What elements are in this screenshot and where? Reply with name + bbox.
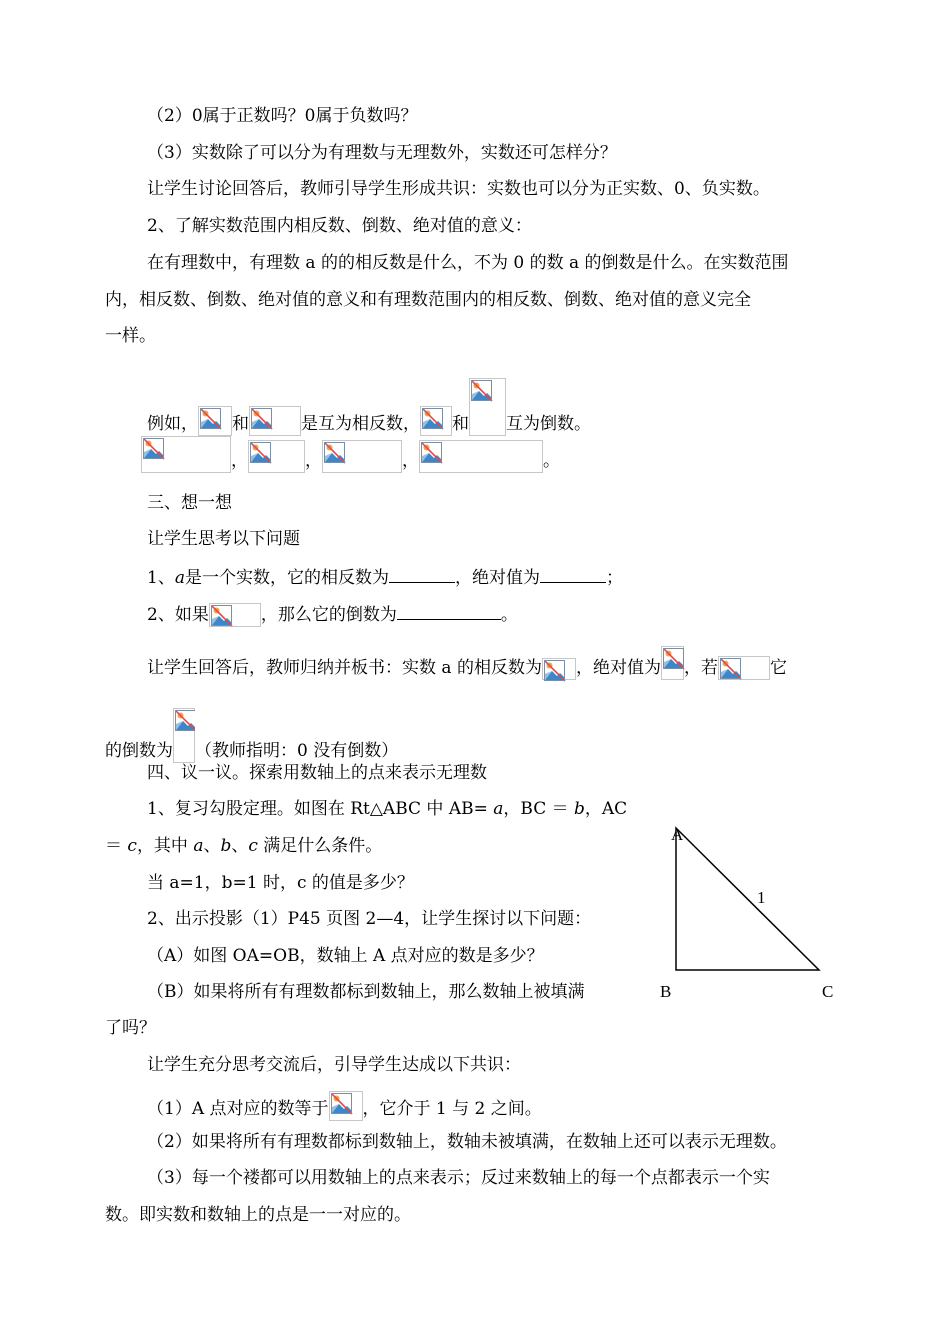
broken-image-icon <box>331 1093 353 1115</box>
separator-comma: ， <box>305 451 322 471</box>
p1-var-a2: a <box>193 836 204 856</box>
question-b-line-2: 了吗？ <box>105 1018 156 1038</box>
summary-line-2 <box>105 708 398 763</box>
formula-image <box>420 406 452 436</box>
consensus-positive-negative: 让学生讨论回答后，教师引导学生形成共识：实数也可以分为正实数、0、负实数。 <box>147 179 770 199</box>
example-and-2: 和 <box>452 414 469 434</box>
broken-image-icon <box>471 380 493 402</box>
p1-text-a: 1、复习勾股定理。如图在 Rt△ABC 中 AB= <box>147 799 494 819</box>
question-2: （2）0属于正数吗？0属于负数吗？ <box>147 106 418 126</box>
question-b-line-1: （B）如果将所有有理数都标到数轴上，那么数轴上被填满 <box>147 982 585 1002</box>
question-3: （3）实数除了可以分为有理数与无理数外，实数还可怎样分？ <box>147 143 617 163</box>
section-4-title: 四、议一议。探索用数轴上的点来表示无理数 <box>147 763 487 783</box>
pythagoras-line-2 <box>105 834 382 858</box>
broken-image-icon <box>544 660 566 682</box>
p1-var-c2: c <box>248 836 258 856</box>
broken-image-icon <box>211 605 233 627</box>
consensus-intro: 让学生充分思考交流后，引导学生达成以下共识： <box>147 1055 521 1075</box>
formula-image <box>419 440 543 473</box>
answer-blank <box>540 564 606 583</box>
formula-row <box>141 436 560 473</box>
summary-text-3: ，若 <box>683 658 718 678</box>
paragraph-line-1: 在有理数中，有理数 a 的的相反数是什么，不为 0 的数 a 的倒数是什么。在实数范围 <box>147 253 789 273</box>
example-line <box>147 378 591 436</box>
p1-var-a: a <box>493 799 504 819</box>
pythagoras-line-1 <box>147 797 627 821</box>
formula-image <box>141 436 231 473</box>
vertex-label-b: B <box>660 982 672 1001</box>
p1-var-b2: b <box>220 836 232 856</box>
p1-text-where: ，其中 <box>136 836 194 856</box>
broken-image-icon <box>324 442 346 464</box>
formula-image <box>718 656 770 680</box>
summary-text-5: 的倒数为 <box>105 741 173 761</box>
broken-image-icon <box>663 648 685 670</box>
q1-var-a: a <box>174 568 185 588</box>
when-question: 当 a=1，b=1 时，c 的值是多少？ <box>147 873 414 893</box>
q1-text-abs: ，绝对值为 <box>454 568 540 588</box>
q2-end: 。 <box>500 605 518 625</box>
answer-blank <box>389 564 455 583</box>
paragraph-line-3: 一样。 <box>105 326 156 346</box>
c1-text-a: （1）A 点对应的数等于 <box>147 1099 329 1119</box>
q2-text: ，那么它的倒数为 <box>260 605 397 625</box>
broken-image-icon <box>720 658 742 680</box>
p1-var-b: b <box>574 799 585 819</box>
consensus-3-line-2: 数。即实数和数轴上的点是一一对应的。 <box>105 1205 411 1225</box>
row-period: 。 <box>543 451 560 471</box>
triangle-shape <box>676 828 819 970</box>
consensus-3-line-1: （3）每一个褛都可以用数轴上的点来表示；反过来数轴上的每一个点都表示一个实 <box>147 1168 770 1188</box>
p1-eq: ＝ <box>105 836 128 856</box>
q2-prefix: 2、如果 <box>147 605 209 625</box>
example-text-2: 是互为相反数， <box>301 414 420 434</box>
paragraph-line-2: 内，相反数、倒数、绝对值的意义和有理数范围内的相反数、倒数、绝对值的意义完全 <box>105 290 751 310</box>
broken-image-icon <box>143 438 165 460</box>
broken-image-icon <box>200 408 222 430</box>
example-text-1: 例如， <box>147 414 198 434</box>
q1-text: 是一个实数，它的相反数为 <box>184 568 389 588</box>
think-intro: 让学生思考以下问题 <box>147 529 300 549</box>
p1-var-c: c <box>127 836 137 856</box>
vertex-label-c: C <box>822 982 834 1001</box>
formula-image <box>198 406 232 436</box>
formula-image <box>173 708 195 763</box>
answer-blank <box>397 601 501 620</box>
formula-image <box>249 406 301 436</box>
section-3-title: 三、想一想 <box>147 493 232 513</box>
p1-sep2: 、 <box>231 836 249 856</box>
broken-image-icon <box>251 408 273 430</box>
separator-comma: ， <box>402 451 419 471</box>
example-and-1: 和 <box>232 414 249 434</box>
summary-text-4: 它 <box>769 658 787 678</box>
think-question-1 <box>147 564 623 590</box>
example-text-3: 互为倒数。 <box>506 414 591 434</box>
c1-text-b: ，它介于 1 与 2 之间。 <box>362 1099 542 1119</box>
section-2-title: 2、了解实数范围内相反数、倒数、绝对值的意义： <box>147 216 532 236</box>
broken-image-icon <box>422 408 444 430</box>
right-triangle-figure <box>665 822 835 977</box>
broken-image-icon <box>175 710 195 732</box>
formula-image <box>469 378 506 436</box>
formula-image <box>248 440 305 473</box>
formula-image <box>661 646 684 680</box>
question-a: （A）如图 OA=OB，数轴上 A 点对应的数是多少？ <box>147 946 544 966</box>
summary-text-6: （教师指明：0 没有倒数） <box>195 741 399 761</box>
broken-image-icon <box>250 442 272 464</box>
projection-line: 2、出示投影（1）P45 页图 2—4，让学生探讨以下问题： <box>147 909 592 929</box>
formula-image <box>329 1091 363 1121</box>
q1-number: 1、 <box>147 568 175 588</box>
consensus-1 <box>147 1091 542 1121</box>
p1-text-end: 满足什么条件。 <box>257 836 383 856</box>
vertex-label-a: A <box>671 825 684 844</box>
formula-image <box>322 440 402 473</box>
separator-comma: ， <box>231 451 248 471</box>
p1-text-bc: ，BC ＝ <box>503 799 575 819</box>
p1-sep1: 、 <box>203 836 221 856</box>
formula-image <box>542 658 576 680</box>
p1-text-ac: ，AC <box>584 799 628 819</box>
formula-image <box>209 603 261 627</box>
summary-line-1 <box>147 646 787 680</box>
summary-text-1: 让学生回答后，教师归纳并板书：实数 a 的相反数为 <box>147 658 542 678</box>
q1-end: ； <box>605 568 623 588</box>
broken-image-icon <box>421 442 443 464</box>
think-question-2 <box>147 601 518 627</box>
summary-text-2: ，绝对值为 <box>575 658 661 678</box>
hypotenuse-label: 1 <box>757 888 766 907</box>
consensus-2: （2）如果将所有有理数都标到数轴上，数轴未被填满，在数轴上还可以表示无理数。 <box>147 1132 787 1152</box>
